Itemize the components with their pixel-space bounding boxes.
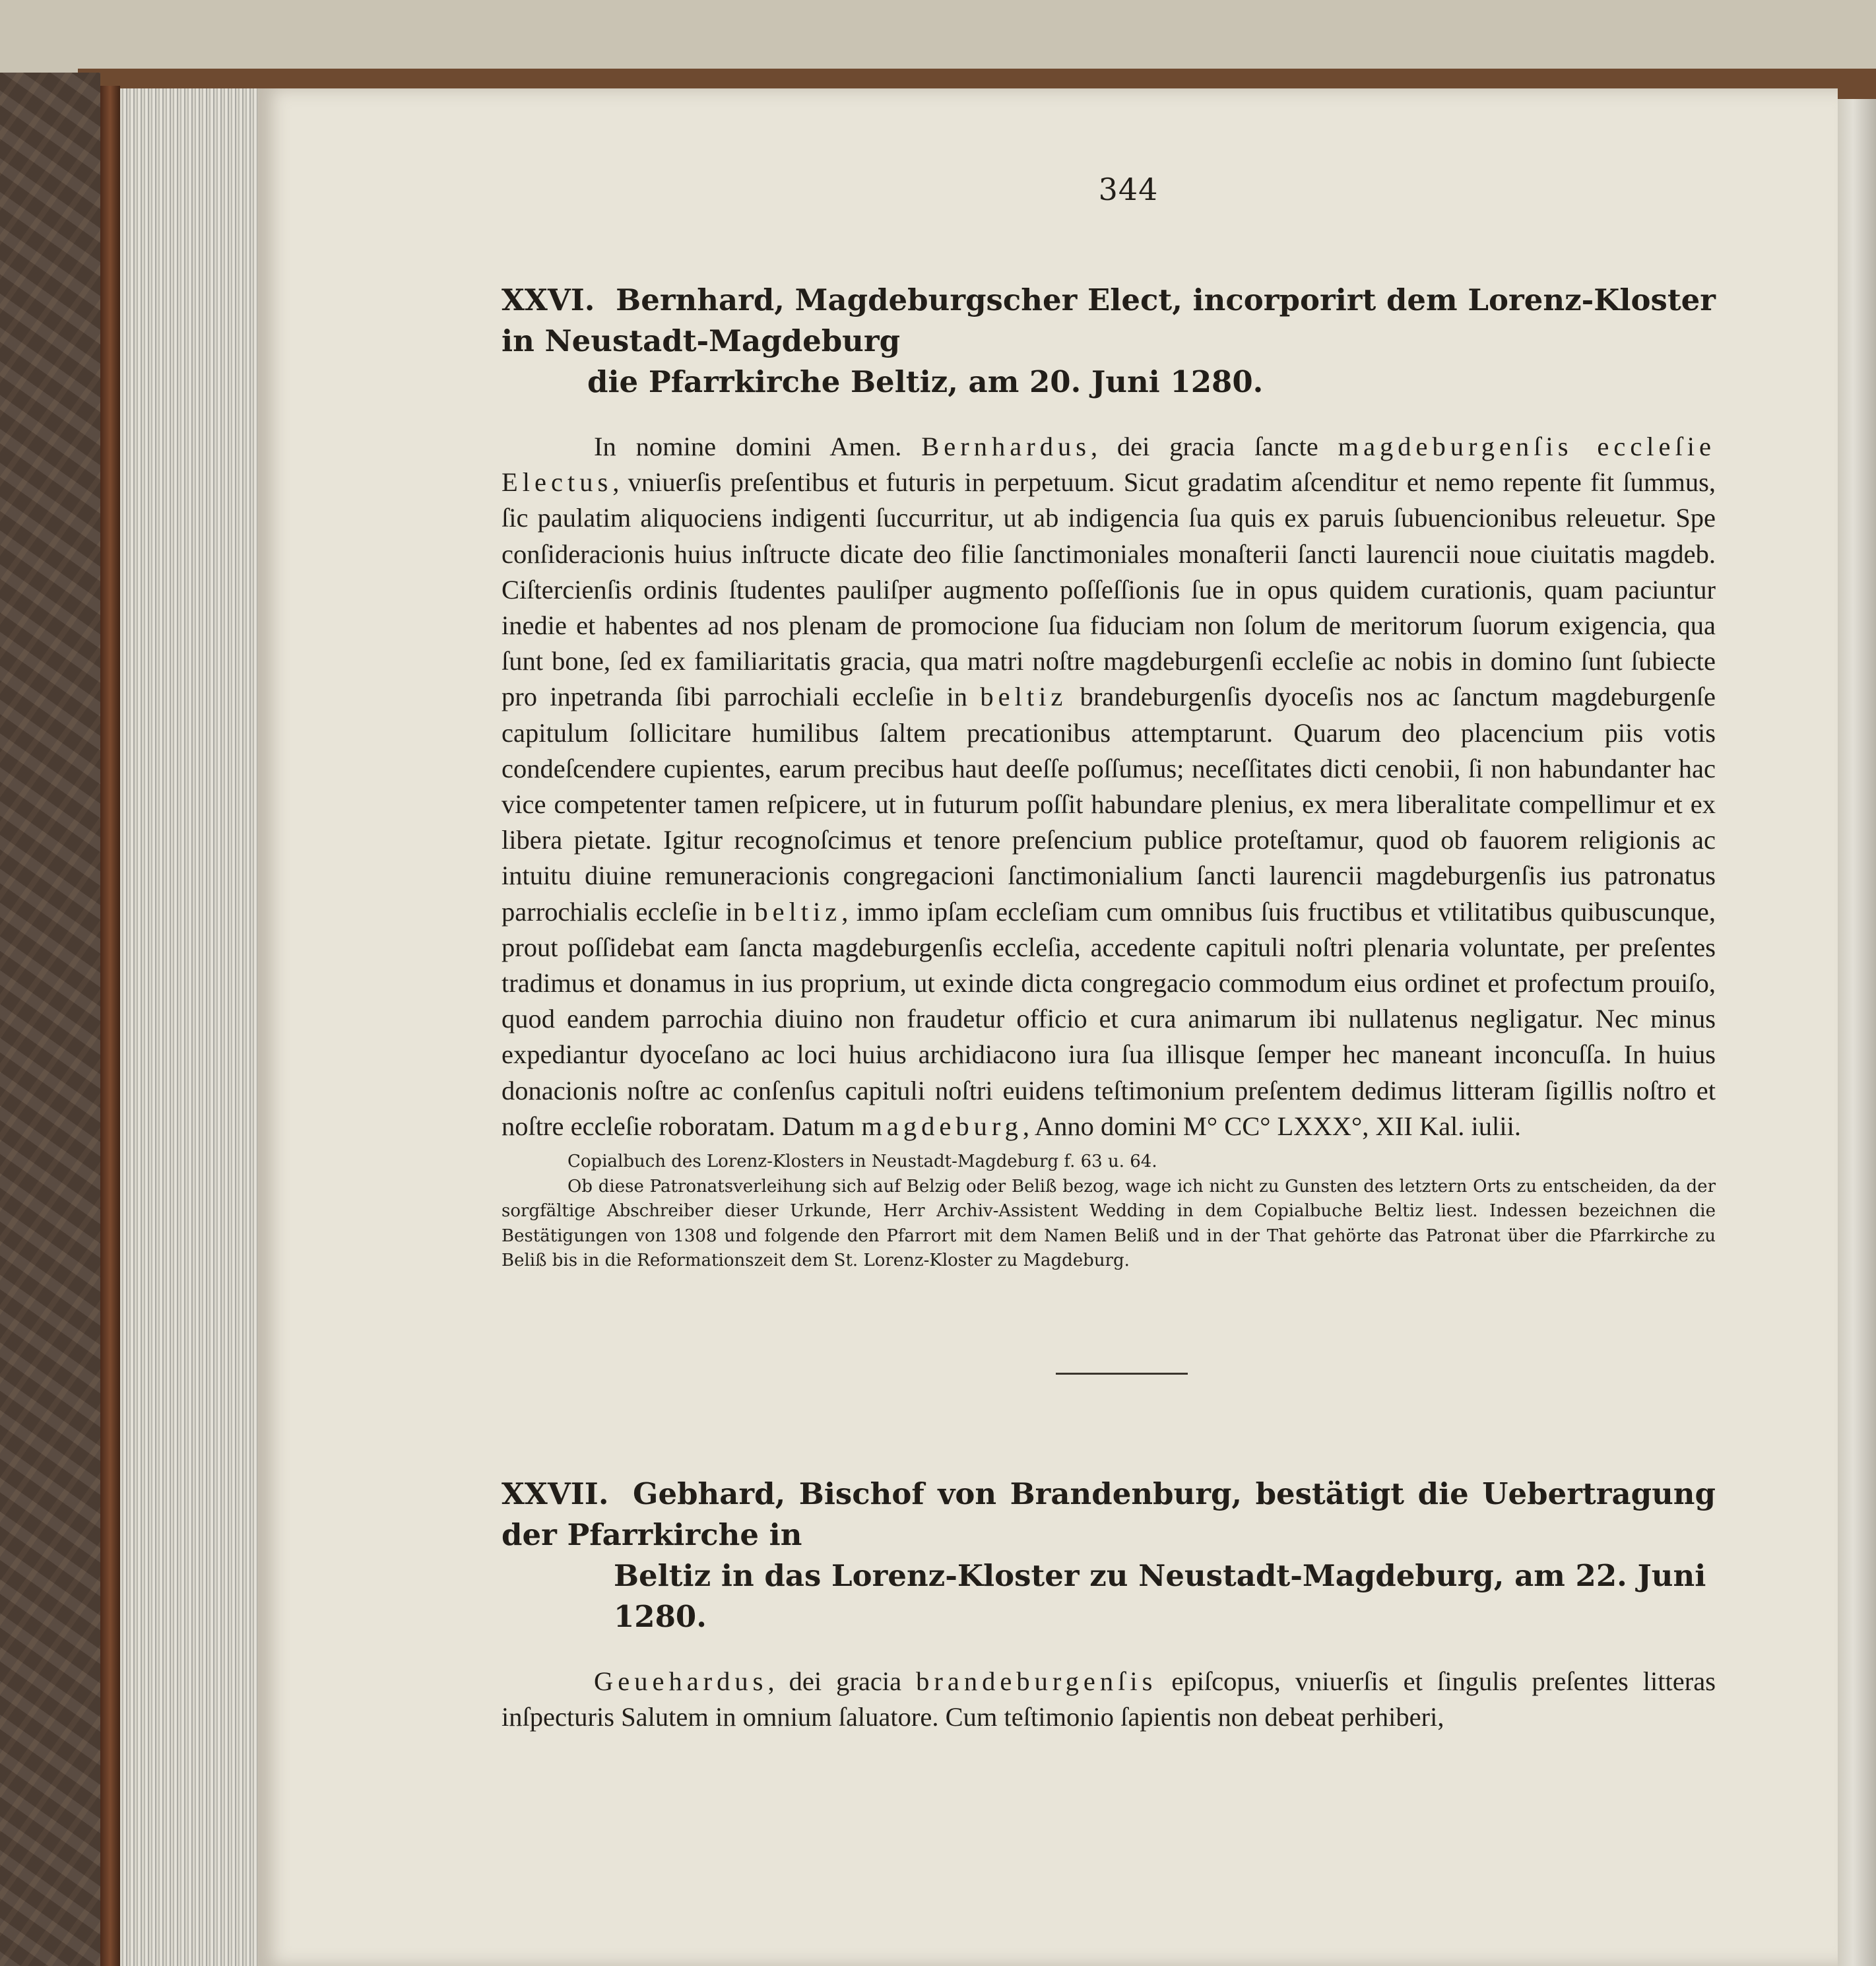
page-content bbox=[501, 172, 1716, 1735]
document-body bbox=[501, 429, 1716, 1144]
document-number: XXVI. bbox=[501, 282, 595, 317]
body-text-segment: , dei gracia ſancte bbox=[1090, 432, 1338, 461]
heading-line-1: Gebhard, Bischof von Brandenburg, bestätigt die Uebertragung der Pfarrkirche in bbox=[501, 1476, 1716, 1552]
body-text-segment: , vniuerſis preſentibus et futuris in perpetuum. Sicut gradatim aſcenditur et nemo repente fit ſummus, ſic paulatim aliquociens indigenti ſuccurritur, ut ab indigencia ſua quis ex paruis ſubuencionibus releuetur. Spe conſideracionis huius inſtructe dicate deo filie ſanctimoniales monaſterii ſancti laurencii noue ciuitatis magdeb. Ciſtercienſis ordinis ſtudentes pauliſper augmento poſſeſſionis ſue in opus quidem curationis, quam paciuntur inedie et habentes ad nos plenam de promocione ſua fiduciam non ſolum de meritorum ſuorum exigencia, qua ſunt bone, ſed ex familiaritatis gracia, qua matri noſtre magdeburgenſi eccleſie ac nobis in domino ſunt ſubiecte pro inpetranda ſibi parrochiali eccleſie in bbox=[501, 467, 1716, 712]
heading-line-2: Beltiz in das Lorenz-Kloster zu Neustadt-Magdeburg, am 22. Juni 1280. bbox=[614, 1557, 1706, 1634]
document-body bbox=[501, 1664, 1716, 1735]
section-divider bbox=[1056, 1373, 1188, 1375]
footnotes bbox=[501, 1150, 1716, 1274]
body-text-segment: , dei gracia bbox=[767, 1666, 917, 1696]
heading-line-2: die Pfarrkirche Beltiz, am 20. Juni 1280. bbox=[587, 364, 1264, 399]
spaced-name: Geuehardus bbox=[594, 1666, 768, 1696]
spaced-name: beltiz bbox=[754, 896, 842, 927]
heading-line-1: Bernhard, Magdeburgscher Elect, incorporirt dem Lorenz-Kloster in Neustadt-Magdeburg bbox=[501, 282, 1716, 358]
body-text-segment: In nomine domini Amen. bbox=[594, 432, 922, 461]
leather-spine bbox=[100, 86, 120, 1966]
page-number: 344 bbox=[1098, 172, 1159, 207]
body-text-segment: epiſcopus, vniuerſis et ſingulis preſentes litteras inſpecturis Salutem in omnium ſaluatore. Cum teſtimonio ſapientis non debeat perhiberi, bbox=[501, 1666, 1716, 1732]
body-text-segment: brandeburgenſis dyoceſis nos ac ſanctum magdeburgenſe capitulum ſollicitare humilibus ſaltem precationibus attemptarunt. Quarum deo placencium piis votis condeſcendere cupientes, earum precibus haut deeſſe poſſumus; neceſſitates dicti cenobii, ſi non habundanter hac vice competenter tamen reſpicere, ut in futurum poſſit habundare plenius, ex mera liberalitate compellimur et ex libera pietate. Igitur recognoſcimus et tenore preſencium publice proteſtamur, quod ob fauorem religionis ac intuitu diuine remuneracionis congregacioni ſanctimonialium ſancti laurencii magdeburgenſis ius patronatus parrochialis eccleſie in bbox=[501, 682, 1716, 927]
body-text-segment: , immo ipſam eccleſiam cum omnibus ſuis fructibus et vtilitatibus quibuscunque, prout poſſidebat eam ſancta magdeburgenſis eccleſia, accedente capituli noſtri plenaria voluntate, per preſentes tradimus et donamus in ius proprium, ut exinde dicta congregacio commodum eius ordinet et profectum prouiſo, quod eandem parrochia diuino non fraudetur officio et cura animarum ibi nullatenus negligatur. Nec minus expediantur dyoceſano ac loci huius archidiacono iura ſua illisque ſemper hec maneant inconcuſſa. In huius donacionis noſtre ac conſenſus capituli noſtri euidens teſtimonium preſentem dedimus litteram ſigillis noſtro et noſtre eccleſie roboratam. Datum bbox=[501, 896, 1716, 1141]
page-right-edge bbox=[1838, 99, 1876, 1966]
spaced-name: Bernhardus bbox=[921, 432, 1091, 461]
page-stack-edges bbox=[120, 88, 265, 1966]
commentary-note: Ob diese Patronatsverleihung sich auf Belzig oder Beliß bezog, wage ich nicht zu Gunsten des letztern Orts zu entscheiden, da der sorgfältige Abschreiber dieser Urkunde, Herr Archiv-Assistent Wedding in dem Copialbuche Beltiz liest. Indessen bezeichnen die Bestätigungen von 1308 und folgende den Pfarrort mit dem Namen Beliß und in der That gehörte das Patronat über die Pfarrkirche zu Beliß bis in die Reformationszeit dem St. Lorenz-Kloster zu Magdeburg. bbox=[501, 1176, 1716, 1271]
document-heading bbox=[501, 1474, 1716, 1637]
spaced-name: beltiz bbox=[980, 682, 1068, 712]
document-number: XXVII. bbox=[501, 1476, 609, 1511]
marbled-endpaper bbox=[0, 73, 100, 1966]
body-text-segment: , Anno domini M° CC° LXXX°, XII Kal. iulii. bbox=[1022, 1111, 1521, 1141]
spaced-name: magdeburg bbox=[861, 1111, 1023, 1141]
document-heading bbox=[501, 280, 1716, 403]
spaced-name: magdeburgenſis eccleſie Electus bbox=[501, 432, 1716, 498]
spaced-name: brandeburgenſis bbox=[916, 1666, 1157, 1696]
document-xxvii bbox=[501, 1474, 1716, 1735]
document-xxvi bbox=[501, 280, 1716, 1274]
source-note: Copialbuch des Lorenz-Klosters in Neustadt-Magdeburg f. 63 u. 64. bbox=[567, 1152, 1157, 1172]
